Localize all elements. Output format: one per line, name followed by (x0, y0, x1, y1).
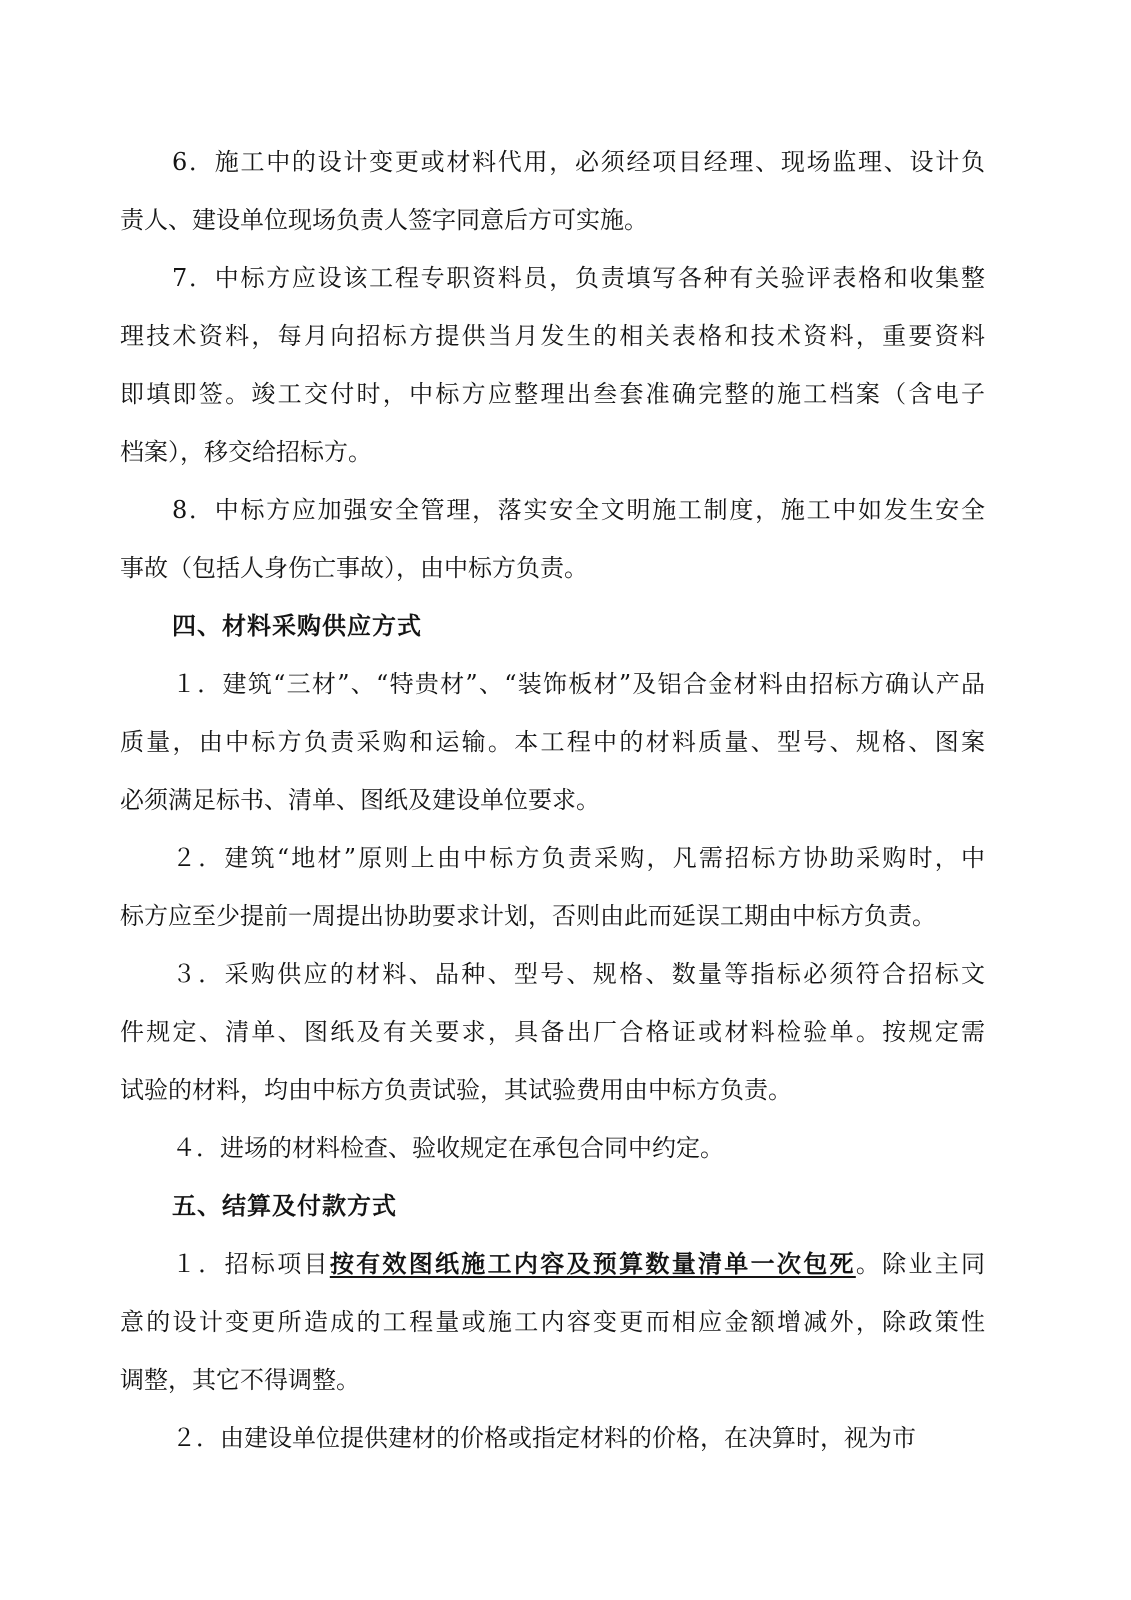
paragraph (0, 133, 1131, 249)
paragraph-line: 理技术资料，每月向招标方提供当月发生的相关表格和技术资料，重要资料 (120, 322, 985, 350)
paragraph-line: ３．采购供应的材料、品种、型号、规格、数量等指标必须符合招标文 (172, 960, 985, 988)
paragraph-line: 意的设计变更所造成的工程量或施工内容变更而相应金额增减外，除政策性 (120, 1308, 985, 1336)
paragraph-line: 件规定、清单、图纸及有关要求，具备出厂合格证或材料检验单。按规定需 (120, 1018, 985, 1046)
paragraph (0, 481, 1131, 597)
section-heading-text: 四、材料采购供应方式 (172, 611, 422, 640)
section-heading-text: 五、结算及付款方式 (172, 1191, 397, 1220)
paragraph (0, 829, 1131, 945)
text-segment: １．招标项目 (172, 1250, 330, 1278)
section-heading (0, 1177, 1131, 1235)
paragraph (0, 1235, 1131, 1409)
paragraph-line: 责人、建设单位现场负责人签字同意后方可实施。 (120, 206, 648, 234)
paragraph-line: １．建筑“三材”、“特贵材”、“装饰板材”及铝合金材料由招标方确认产品 (172, 670, 985, 698)
paragraph-line: 事故（包括人身伤亡事故），由中标方负责。 (120, 554, 588, 582)
paragraph-line: 6．施工中的设计变更或材料代用，必须经项目经理、现场监理、设计负 (172, 148, 985, 176)
paragraph-line: 试验的材料，均由中标方负责试验，其试验费用由中标方负责。 (120, 1076, 792, 1104)
paragraph-line: 7．中标方应设该工程专职资料员，负责填写各种有关验评表格和收集整 (172, 264, 985, 292)
paragraph-line: 即填即签。竣工交付时，中标方应整理出叁套准确完整的施工档案（含电子 (120, 380, 985, 408)
paragraph (0, 1409, 1131, 1467)
paragraph-line: ４．进场的材料检查、验收规定在承包合同中约定。 (172, 1134, 724, 1162)
section-heading (0, 597, 1131, 655)
paragraph (0, 1119, 1131, 1177)
paragraph-line: ２．由建设单位提供建材的价格或指定材料的价格，在决算时，视为市 (172, 1424, 916, 1452)
paragraph-line: 必须满足标书、清单、图纸及建设单位要求。 (120, 786, 600, 814)
paragraph (0, 655, 1131, 829)
paragraph-line: ２．建筑“地材”原则上由中标方负责采购，凡需招标方协助采购时，中 (172, 844, 985, 872)
paragraph (0, 249, 1131, 481)
paragraph-line (172, 1235, 985, 1293)
document-page (0, 133, 1131, 1467)
paragraph-line: 调整，其它不得调整。 (120, 1366, 360, 1394)
paragraph-line: 档案），移交给招标方。 (120, 438, 372, 466)
paragraph-line: 质量，由中标方负责采购和运输。本工程中的材料质量、型号、规格、图案 (120, 728, 985, 756)
paragraph-line: 8．中标方应加强安全管理，落实安全文明施工制度，施工中如发生安全 (172, 496, 985, 524)
emphasized-text: 按有效图纸施工内容及预算数量清单一次包死 (329, 1249, 856, 1278)
text-segment: 。除业主同 (855, 1250, 985, 1278)
paragraph-line: 标方应至少提前一周提出协助要求计划，否则由此而延误工期由中标方负责。 (120, 902, 936, 930)
paragraph (0, 945, 1131, 1119)
